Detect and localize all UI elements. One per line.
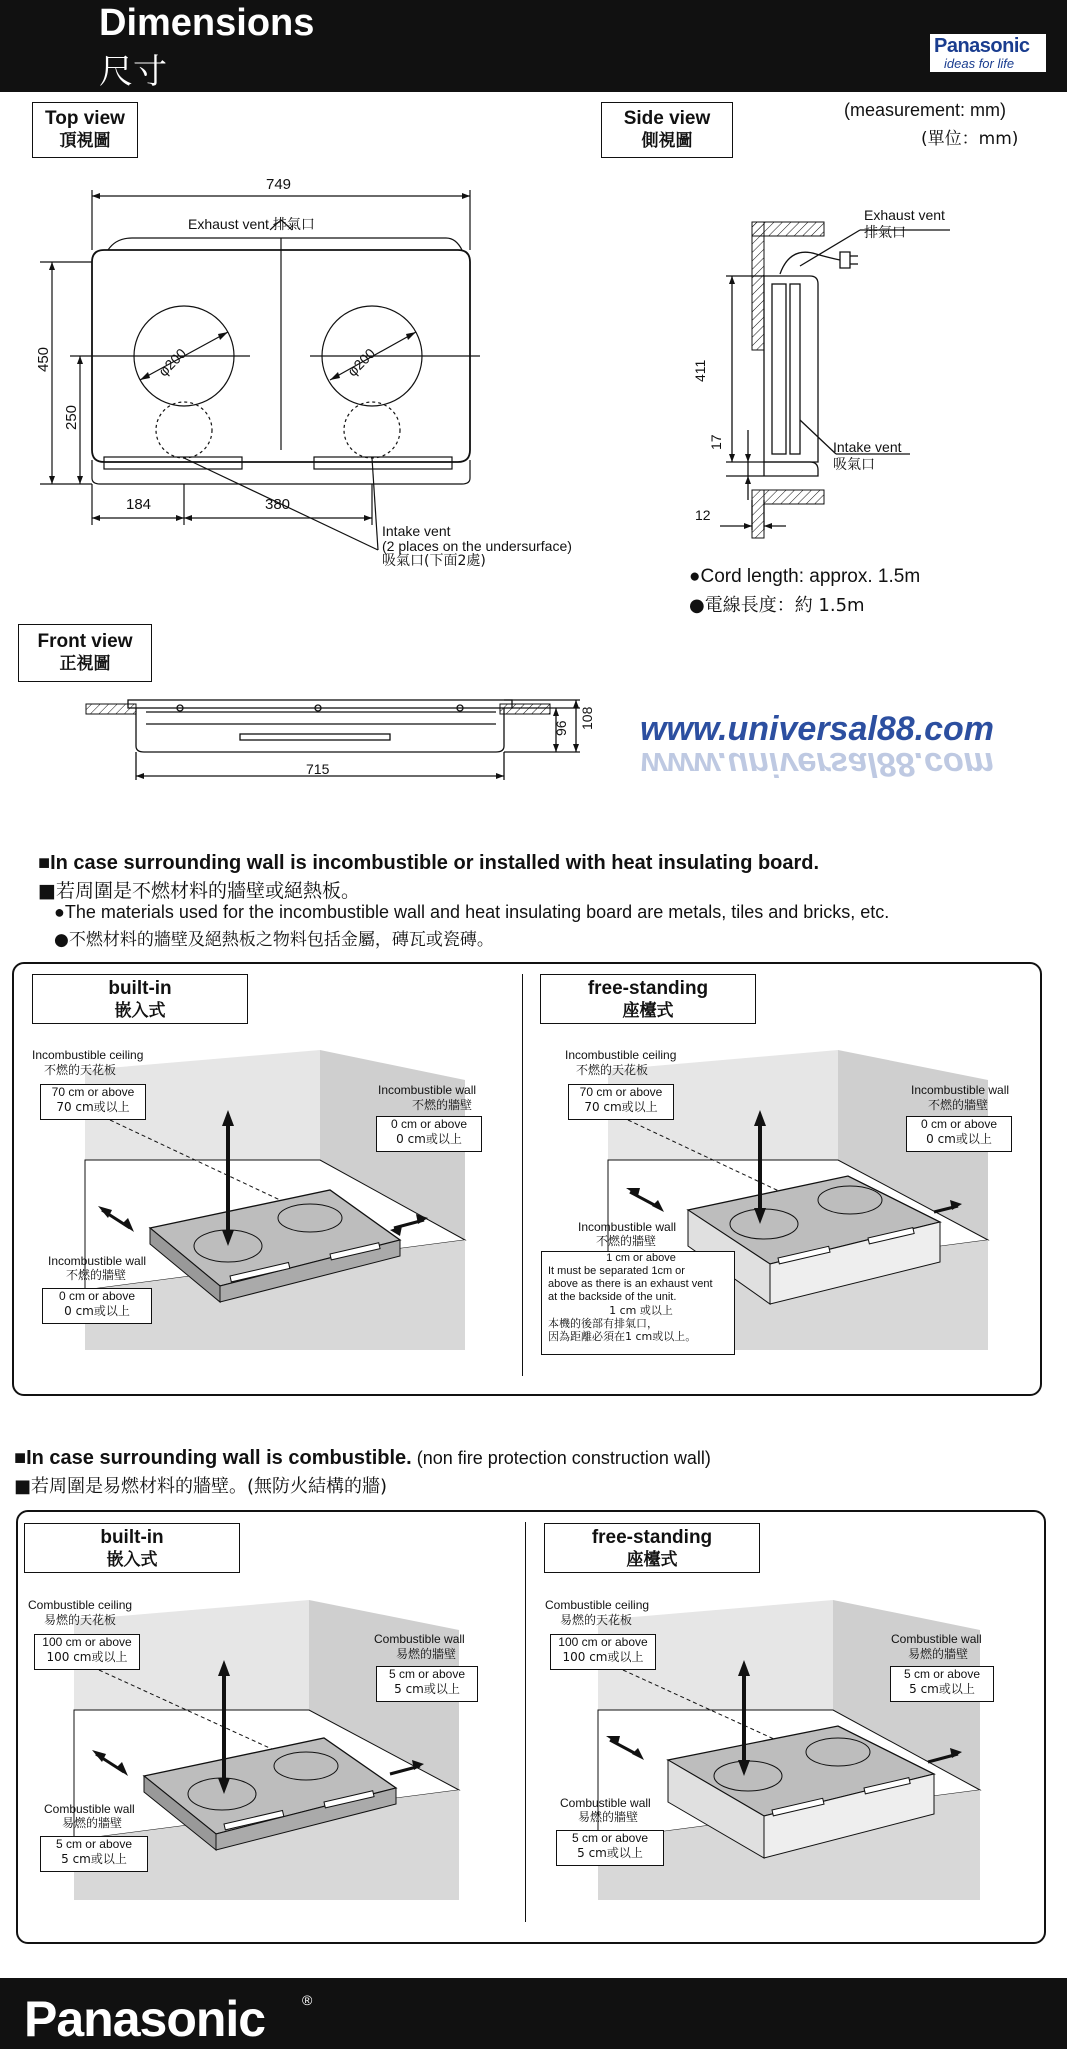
side-height-dim: 411 (692, 359, 708, 382)
footer-brand: Panasonic (24, 1991, 266, 2047)
s1-free-note-box (541, 1251, 735, 1355)
s1-freestanding-label-zh: 座檯式 (622, 1001, 674, 1021)
front-view-label-en: Front view (37, 631, 133, 652)
s2-free-side-val-en: 5 cm or above (571, 1831, 649, 1845)
section2-heading (14, 1447, 711, 1470)
s1-free-note-l5: 1 cm 或以上 (609, 1304, 673, 1317)
section1-bullet-zh: ●不燃材料的牆壁及絕熱板之物料包括金屬，磚瓦或瓷磚。 (54, 930, 494, 950)
side-dim-12: 12 (695, 507, 711, 523)
side-view-label-en: Side view (623, 108, 711, 129)
footer-reg-mark: ® (302, 1992, 313, 2008)
side-exhaust-en: Exhaust vent (864, 207, 945, 223)
s2-builtin-wall-box (376, 1666, 478, 1702)
s1-builtin-ceiling-val-zh: 70 cm或以上 (56, 1100, 130, 1114)
s2-freestanding-label-en: free-standing (591, 1527, 713, 1548)
s2-builtin-ceiling-val-en: 100 cm or above (42, 1635, 132, 1649)
s1-free-ceiling-val-zh: 70 cm或以上 (584, 1100, 658, 1114)
s1-builtin-side-box (42, 1288, 152, 1324)
s2-free-side-box (556, 1830, 664, 1866)
measurement-unit-en: (measurement: mm) (844, 100, 1007, 120)
s1-free-side-zh: 不燃的牆壁 (596, 1234, 657, 1248)
s2-builtin-ceiling-zh: 易燃的天花板 (44, 1613, 117, 1627)
top-width-dim: 749 (266, 176, 292, 193)
burner-left-dim: φ200 (155, 345, 190, 380)
panasonic-logo (930, 34, 1046, 72)
page-title-zh: 尺寸 (99, 52, 167, 92)
s2-free-ceiling-val-zh: 100 cm或以上 (562, 1650, 644, 1664)
top-depth-dim: 450 (35, 346, 52, 372)
s1-builtin-wall-val-zh: 0 cm或以上 (396, 1132, 462, 1146)
s1-builtin-ceiling-zh: 不燃的天花板 (44, 1063, 117, 1077)
top-spacing-dim: 380 (265, 496, 291, 513)
s2-builtin-wall-en: Combustible wall (374, 1632, 465, 1646)
s1-free-note-l3: above as there is an exhaust vent (548, 1278, 713, 1290)
s2-free-side-val-zh: 5 cm或以上 (577, 1846, 643, 1860)
s1-free-wall-box (906, 1116, 1012, 1152)
s1-builtin-wall-zh: 不燃的牆壁 (412, 1098, 473, 1112)
s1-free-note-l7: 因為距離必須在1 cm或以上。 (548, 1330, 697, 1343)
s2-builtin-label (24, 1523, 240, 1573)
s1-free-note-l1: 1 cm or above (606, 1252, 676, 1264)
page-footer (0, 1978, 1067, 2049)
top-offset-dim: 184 (126, 496, 152, 513)
s2-builtin-label-zh: 嵌入式 (106, 1550, 158, 1570)
section2-heading-note: (non fire protection construction wall) (411, 1448, 711, 1468)
s2-free-wall-val-en: 5 cm or above (903, 1667, 981, 1681)
top-intake-en: Intake vent (382, 523, 451, 539)
top-exhaust-label: Exhaust vent 排氣口 (188, 216, 315, 232)
s1-free-note-l2: It must be separated 1cm or (548, 1265, 685, 1277)
section1-heading-en: ■In case surrounding wall is incombustible or installed with heat insulating board. (38, 852, 820, 874)
s1-builtin-label-zh: 嵌入式 (114, 1001, 166, 1021)
s1-free-side-en: Incombustible wall (578, 1220, 677, 1234)
page-header (0, 0, 1067, 92)
side-intake-en: Intake vent (833, 439, 902, 455)
s2-free-side-zh: 易燃的牆壁 (578, 1810, 639, 1824)
s1-free-ceiling-en: Incombustible ceiling (565, 1048, 677, 1062)
burner-right-dim: φ200 (344, 345, 379, 380)
s2-free-ceiling-zh: 易燃的天花板 (560, 1613, 633, 1627)
top-view-label-zh: 頂視圖 (59, 131, 111, 151)
s2-free-ceiling-box (550, 1634, 656, 1670)
s2-free-ceiling-en: Combustible ceiling (545, 1598, 650, 1612)
s2-freestanding-label (544, 1523, 760, 1573)
side-intake-zh: 吸氣口 (833, 457, 875, 473)
watermark-url: www.universal88.com (640, 710, 994, 748)
page-title: Dimensions (99, 2, 315, 44)
s1-builtin-ceiling-box (40, 1084, 146, 1120)
measurement-unit-zh: (單位：mm) (921, 129, 1019, 149)
s1-builtin-ceiling-val-en: 70 cm or above (51, 1085, 135, 1099)
s2-builtin-side-en: Combustible wall (44, 1802, 135, 1816)
section1-heading-zh: ■若周圍是不燃材料的牆壁或絕熱板。 (38, 880, 360, 902)
side-exhaust-zh: 排氣口 (864, 225, 906, 241)
logo-name: Panasonic (934, 35, 1030, 57)
s1-freestanding-label-en: free-standing (587, 978, 709, 999)
s1-builtin-wall-en: Incombustible wall (378, 1083, 477, 1097)
s2-builtin-ceiling-val-zh: 100 cm或以上 (46, 1650, 128, 1664)
s1-free-wall-val-en: 0 cm or above (920, 1117, 998, 1131)
front-width-dim: 715 (306, 761, 330, 777)
front-view-drawing (80, 690, 620, 790)
cord-length-zh: ●電線長度：約 1.5m (689, 595, 865, 616)
s2-builtin-wall-val-en: 5 cm or above (388, 1667, 466, 1681)
top-intake-zh: 吸氣口(下面2處) (382, 553, 486, 569)
s1-free-wall-en: Incombustible wall (911, 1083, 1010, 1097)
s2-builtin-side-zh: 易燃的牆壁 (62, 1816, 123, 1830)
section1-divider (522, 974, 523, 1376)
front-h1-dim: 96 (553, 720, 569, 736)
front-view-label (18, 624, 152, 682)
s1-freestanding-label (540, 974, 756, 1024)
s2-freestanding-label-zh: 座檯式 (626, 1550, 678, 1570)
side-exhaust-label (864, 206, 945, 242)
s2-free-wall-box (890, 1666, 994, 1702)
side-intake-label (833, 438, 902, 474)
s1-builtin-side-zh: 不燃的牆壁 (66, 1268, 127, 1282)
top-view-label (32, 102, 138, 158)
s2-builtin-label-en: built-in (100, 1527, 164, 1548)
s2-builtin-side-val-en: 5 cm or above (55, 1837, 133, 1851)
s1-builtin-label (32, 974, 248, 1024)
s1-builtin-side-val-zh: 0 cm或以上 (64, 1304, 130, 1318)
s1-builtin-label-en: built-in (108, 978, 172, 999)
s1-builtin-side-val-en: 0 cm or above (58, 1289, 136, 1303)
s1-free-ceiling-zh: 不燃的天花板 (576, 1063, 649, 1077)
s2-builtin-side-box (40, 1836, 148, 1872)
s2-builtin-ceiling-en: Combustible ceiling (28, 1598, 133, 1612)
s2-builtin-side-val-zh: 5 cm或以上 (61, 1852, 127, 1866)
s1-free-wall-zh: 不燃的牆壁 (928, 1098, 989, 1112)
s2-builtin-ceiling-box (34, 1634, 140, 1670)
watermark-url-reflection: www.universal88.com (640, 745, 994, 783)
side-view-drawing (660, 200, 1000, 540)
section2-heading-en: ■In case surrounding wall is combustible. (14, 1447, 412, 1469)
s1-builtin-side-en: Incombustible wall (48, 1254, 147, 1268)
s2-free-wall-val-zh: 5 cm或以上 (909, 1682, 975, 1696)
s2-free-wall-en: Combustible wall (891, 1632, 982, 1646)
s2-builtin-wall-zh: 易燃的牆壁 (396, 1647, 457, 1661)
side-view-label (601, 102, 733, 158)
s1-free-wall-val-zh: 0 cm或以上 (926, 1132, 992, 1146)
s2-free-wall-zh: 易燃的牆壁 (908, 1647, 969, 1661)
top-view-label-en: Top view (45, 108, 125, 129)
s2-free-side-en: Combustible wall (560, 1796, 651, 1810)
top-intake-label (382, 524, 572, 569)
side-dim-17: 17 (708, 434, 724, 450)
s1-free-ceiling-box (568, 1084, 674, 1120)
section1-bullet-en: ●The materials used for the incombustible wall and heat insulating board are metals, tiles and bricks, etc. (54, 902, 890, 922)
s2-free-ceiling-val-en: 100 cm or above (558, 1635, 648, 1649)
logo-slogan: ideas for life (944, 56, 1015, 71)
s1-free-note-l4: at the backside of the unit. (548, 1291, 677, 1303)
front-view-label-zh: 正視圖 (59, 654, 111, 674)
s1-free-ceiling-val-en: 70 cm or above (579, 1085, 663, 1099)
front-h2-dim: 108 (579, 706, 595, 730)
s2-builtin-wall-val-zh: 5 cm或以上 (394, 1682, 460, 1696)
section2-divider (525, 1522, 526, 1922)
section2-heading-zh: ■若周圍是易燃材料的牆壁。(無防火結構的牆) (14, 1476, 388, 1497)
s1-builtin-ceiling-en: Incombustible ceiling (32, 1048, 144, 1062)
cord-length-en: ●Cord length: approx. 1.5m (689, 566, 921, 587)
top-intake-note: (2 places on the undersurface) (382, 538, 572, 554)
s1-free-note-l6: 本機的後部有排氣口， (548, 1317, 658, 1330)
s1-builtin-wall-box (376, 1116, 482, 1152)
s1-builtin-wall-val-en: 0 cm or above (390, 1117, 468, 1131)
side-view-label-zh: 側視圖 (641, 131, 693, 151)
top-depth2-dim: 250 (63, 404, 80, 430)
